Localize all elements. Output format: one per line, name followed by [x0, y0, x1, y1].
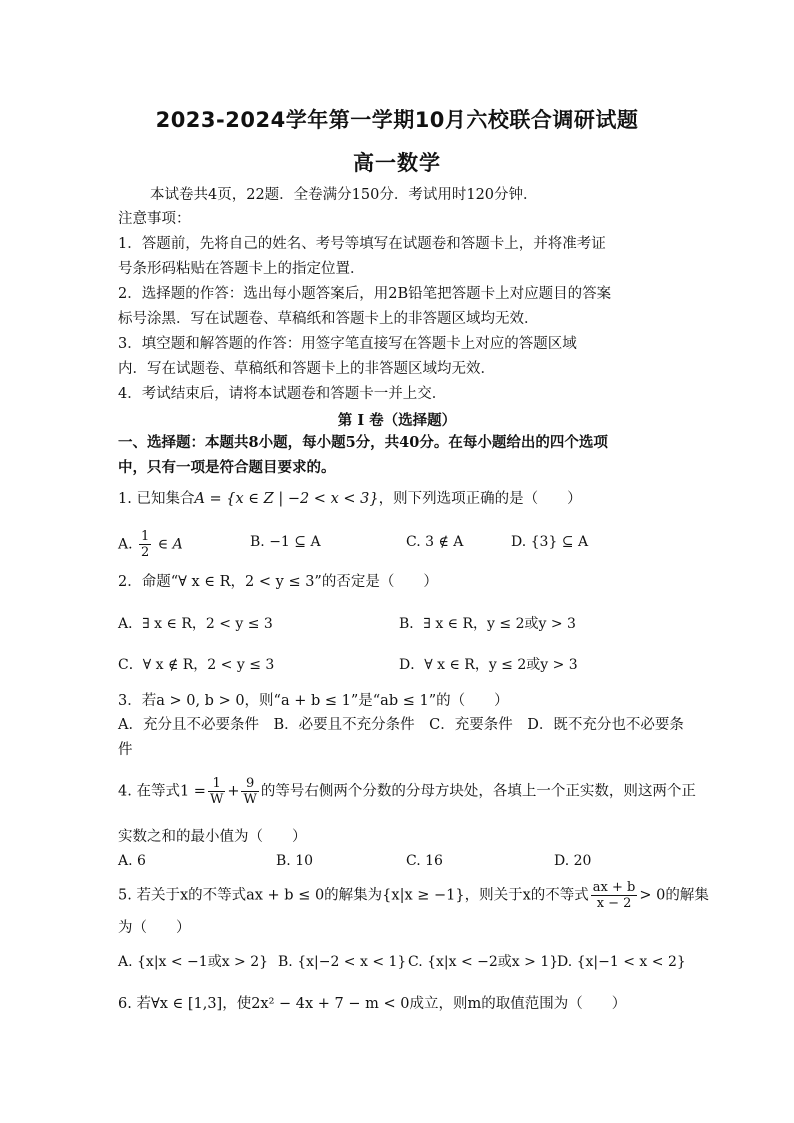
q4-stem-post: 的等号右侧两个分数的分母方块处，各填上一个正实数，则这两个正 — [260, 783, 696, 800]
q1-option-a-rest: ∈ A — [157, 536, 183, 553]
section-heading: 第 Ⅰ 卷（选择题） — [337, 412, 457, 429]
q1-option-c: C. 3 ∉ A — [406, 534, 464, 550]
q3-stem: 3．若a > 0, b > 0，则“a + b ≤ 1”是“ab ≤ 1”的（ ） — [118, 693, 509, 709]
q4-fraction-1-num: 1 — [208, 776, 225, 792]
q4-fraction-1 — [208, 776, 225, 807]
q5-option-c: C. {x|x < −2或x > 1} — [408, 954, 559, 970]
q5-stem-pre: 5. 若关于x的不等式ax + b ≤ 0的解集为{x|x ≥ −1}，则关于x的不等式 — [118, 887, 589, 904]
q5-option-a: A. {x|x < −1或x > 2} — [118, 954, 269, 970]
q1-option-a-fraction — [139, 529, 151, 560]
q1-option-a-label: A. — [118, 536, 133, 553]
q2-option-a: A．∃ x ∈ R，2 < y ≤ 3 — [118, 616, 273, 632]
q4-option-a: A. 6 — [118, 853, 146, 869]
q1-option-a — [118, 529, 183, 560]
q1-stem-post: ，则下列选项正确的是（ ） — [378, 491, 582, 507]
q5-fraction-den: x − 2 — [596, 896, 632, 911]
q1-option-a-den: 2 — [141, 545, 150, 560]
q4-option-b: B. 10 — [276, 853, 314, 869]
q6-stem: 6. 若∀x ∈ [1,3]，使2x² − 4x + 7 − m < 0成立，则m的取值范围为（ ） — [118, 996, 627, 1012]
q3-options-wrap: 件 — [118, 742, 133, 758]
q4-fraction-2-num: 9 — [241, 776, 258, 792]
notice-line-5: 3．填空题和解答题的作答：用签字笔直接写在答题卡上对应的答题区域 — [118, 336, 577, 352]
q2-option-d: D．∀ x ∈ R，y ≤ 2或y > 3 — [399, 657, 578, 673]
q1-option-d: D. {3} ⊆ A — [511, 534, 589, 550]
q5-option-b: B. {x|−2 < x < 1} — [278, 954, 407, 970]
q4-fraction-2-den: W — [243, 792, 257, 807]
q4-stem-wrap: 实数之和的最小值为（ ） — [118, 829, 307, 845]
q5-fraction-num: ax + b — [592, 880, 636, 895]
q2-option-c: C．∀ x ∉ R，2 < y ≤ 3 — [118, 657, 275, 673]
section-instructions-1: 一、选择题：本题共8小题，每小题5分，共40分。在每小题给出的四个选项 — [118, 434, 608, 451]
q4-plus: + — [227, 783, 240, 800]
notice-line-4: 标号涂黑．写在试题卷、草稿纸和答题卡上的非答题区域均无效． — [118, 311, 539, 327]
exam-subject: 高一数学 — [353, 151, 441, 175]
q2-stem: 2．命题“∀ x ∈ R，2 < y ≤ 3”的否定是（ ） — [118, 574, 438, 590]
q4-option-c: C. 16 — [406, 853, 443, 869]
q5-fraction — [591, 880, 638, 911]
q1-stem — [118, 490, 582, 508]
q5-stem-post: > 0的解集 — [639, 887, 709, 904]
q1-stem-pre: 1. 已知集合 — [118, 491, 195, 507]
q5-option-d: D. {x|−1 < x < 2} — [557, 954, 686, 970]
q3-options: A．充分且不必要条件 B．必要且不充分条件 C．充要条件 D．既不充分也不必要条 — [118, 717, 684, 733]
q5-stem — [118, 880, 709, 911]
notice-heading: 注意事项： — [118, 211, 191, 227]
q2-option-b: B．∃ x ∈ R，y ≤ 2或y > 3 — [399, 616, 576, 632]
notice-line-6: 内．写在试题卷、草稿纸和答题卡上的非答题区域均无效． — [118, 361, 495, 377]
q4-stem — [118, 776, 696, 807]
notice-line-3: 2．选择题的作答：选出每小题答案后，用2B铅笔把答题卡上对应题目的答案 — [118, 286, 612, 302]
section-instructions-2: 中，只有一项是符合题目要求的。 — [118, 459, 336, 476]
q1-option-a-num: 1 — [141, 529, 150, 544]
q4-stem-pre: 4. 在等式1 = — [118, 783, 206, 800]
notice-line-7: 4．考试结束后，请将本试题卷和答题卡一并上交． — [118, 386, 447, 402]
q4-fraction-1-den: W — [209, 792, 224, 807]
q4-fraction-2 — [241, 776, 258, 807]
notice-line-2: 号条形码粘贴在答题卡上的指定位置． — [118, 261, 365, 277]
exam-intro: 本试卷共4页，22题．全卷满分150分．考试用时120分钟． — [150, 187, 538, 203]
exam-title: 2023-2024学年第一学期10月六校联合调研试题 — [155, 108, 639, 132]
q5-stem-wrap: 为（ ） — [118, 920, 191, 936]
notice-line-1: 1．答题前，先将自己的姓名、考号等填写在试题卷和答题卡上，并将准考证 — [118, 236, 606, 252]
q1-option-b: B. −1 ⊆ A — [250, 534, 321, 550]
q1-set: A = {x ∈ Z | −2 < x < 3} — [194, 491, 379, 507]
q4-option-d: D. 20 — [554, 853, 592, 869]
